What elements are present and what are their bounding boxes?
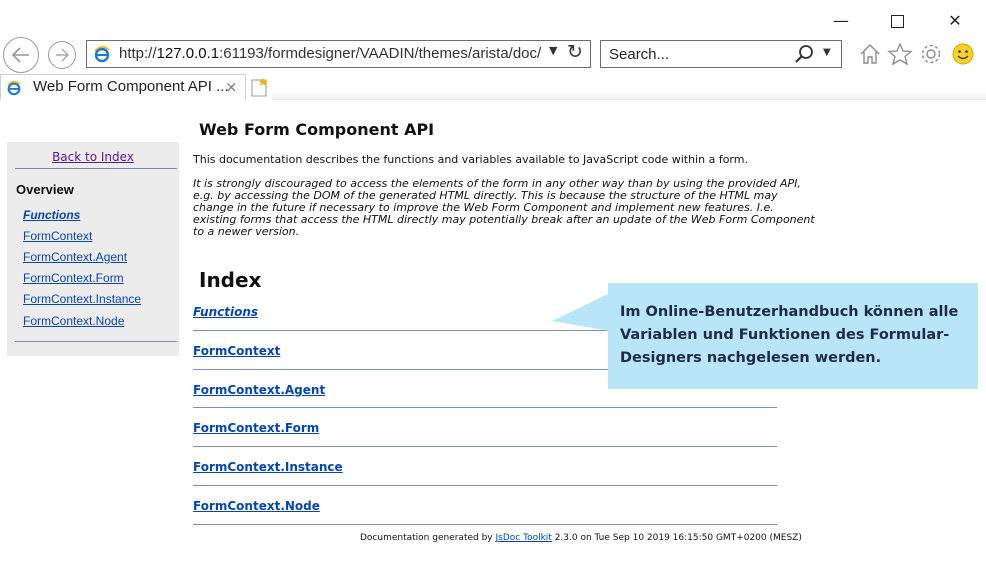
divider <box>193 446 777 447</box>
callout-box <box>608 283 978 389</box>
star-icon[interactable] <box>887 42 913 66</box>
sidebar-item-formcontext-agent[interactable]: FormContext.Agent <box>23 250 128 264</box>
index-link-formcontext-instance[interactable]: FormContext.Instance <box>193 460 343 474</box>
warning-text <box>193 177 815 238</box>
forward-button[interactable] <box>48 41 76 69</box>
footer <box>360 533 802 543</box>
ie-icon <box>93 45 111 63</box>
sidebar-item-functions[interactable]: Functions <box>23 208 81 222</box>
back-icon <box>10 44 32 66</box>
index-heading: Index <box>199 268 262 292</box>
index-link-formcontext[interactable]: FormContext <box>193 344 281 358</box>
search-icon[interactable] <box>793 43 815 65</box>
smiley-icon[interactable] <box>951 42 975 66</box>
index-link-formcontext-node[interactable]: FormContext.Node <box>193 499 320 513</box>
address-dropdown-icon[interactable]: ▼ <box>549 44 558 57</box>
tab-strip <box>272 92 986 100</box>
search-input[interactable]: Search... <box>609 46 670 63</box>
browser-chrome <box>0 0 986 100</box>
url-text[interactable]: http://127.0.0.1:61193/formdesigner/VAADIN/themes/arista/doc/ <box>119 45 542 62</box>
divider <box>193 524 777 525</box>
warning-line: e.g. by accessing the DOM of the generated HTML directly. This is because the structure of the HTML may <box>193 189 778 202</box>
new-tab-icon[interactable] <box>248 76 270 98</box>
browser-tab[interactable] <box>0 74 246 100</box>
divider <box>193 407 777 408</box>
page-title: Web Form Component API <box>199 120 435 139</box>
tab-close-icon[interactable]: × <box>225 78 238 96</box>
jsdoc-toolkit-link[interactable]: JsDoc Toolkit <box>495 533 552 543</box>
warning-line: to a newer version. <box>193 225 300 238</box>
sidebar-item-formcontext-form[interactable]: FormContext.Form <box>23 271 124 285</box>
gear-icon[interactable] <box>919 42 943 66</box>
back-button[interactable] <box>3 37 39 73</box>
back-to-index-link[interactable]: Back to Index <box>52 150 134 164</box>
forward-icon <box>53 46 71 64</box>
callout-pointer <box>552 283 610 343</box>
index-link-formcontext-agent[interactable]: FormContext.Agent <box>193 383 326 397</box>
divider <box>15 168 177 169</box>
search-dropdown-icon[interactable]: ▼ <box>823 47 831 58</box>
address-bar[interactable] <box>86 40 591 68</box>
divider <box>193 485 777 486</box>
maximize-icon <box>891 15 904 28</box>
close-window-button[interactable]: ✕ <box>948 11 962 30</box>
warning-line: It is strongly discouraged to access the elements of the form in any other way than by using the provided API, <box>193 177 801 190</box>
search-box[interactable] <box>600 40 842 68</box>
intro-text: This documentation describes the functions and variables available to JavaScript code within a form. <box>193 153 748 166</box>
ie-icon <box>6 80 22 96</box>
home-icon[interactable] <box>858 42 882 66</box>
overview-heading: Overview <box>16 182 74 197</box>
footer-suffix: 2.3.0 on Tue Sep 10 2019 16:15:50 GMT+0200 (MESZ) <box>554 533 802 543</box>
sidebar <box>7 142 179 356</box>
refresh-icon[interactable]: ↻ <box>567 41 583 63</box>
minimize-button[interactable]: — <box>833 11 849 30</box>
maximize-button[interactable] <box>882 10 912 32</box>
tab-title: Web Form Component API ... <box>33 78 229 95</box>
footer-prefix: Documentation generated by <box>360 533 493 543</box>
index-link-formcontext-form[interactable]: FormContext.Form <box>193 421 320 435</box>
warning-line: change in the future if necessary to improve the Web Form Component and implement new features. I.e. <box>193 201 774 214</box>
index-link-functions[interactable]: Functions <box>193 305 259 319</box>
divider <box>15 341 177 342</box>
callout-text: Im Online-Benutzerhandbuch können alle Variablen und Funktionen des Formular-Designers nachgelesen werden. <box>620 304 959 366</box>
sidebar-item-formcontext-node[interactable]: FormContext.Node <box>23 314 125 328</box>
sidebar-item-formcontext-instance[interactable]: FormContext.Instance <box>23 292 142 306</box>
sidebar-item-formcontext[interactable]: FormContext <box>23 229 93 243</box>
warning-line: existing forms that access the HTML directly may potentially break after an update of the Web Form Component <box>193 213 815 226</box>
